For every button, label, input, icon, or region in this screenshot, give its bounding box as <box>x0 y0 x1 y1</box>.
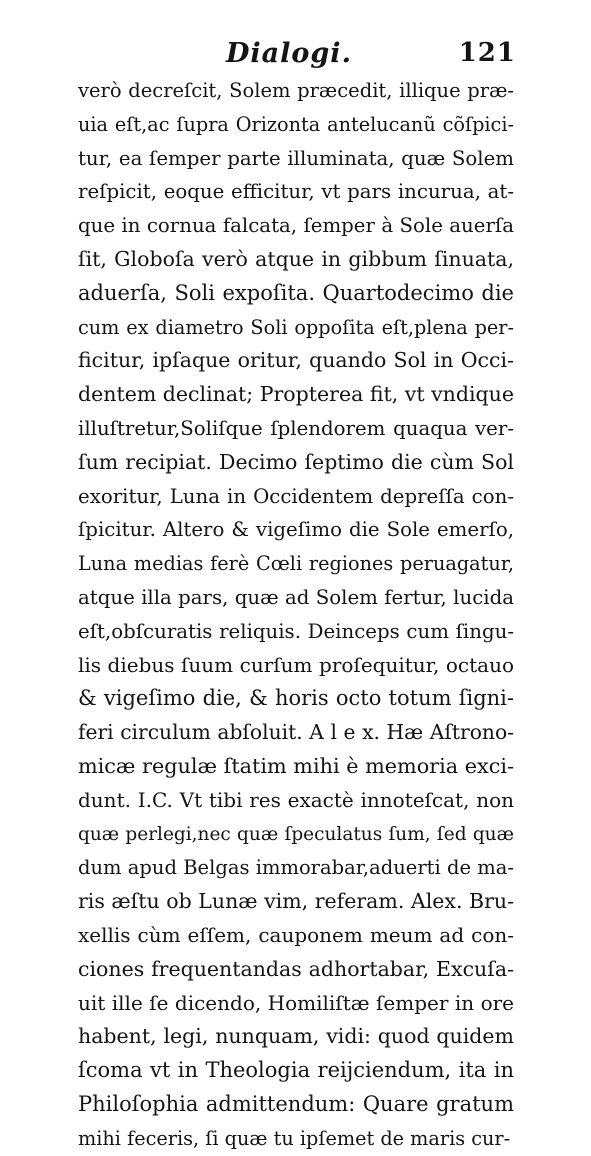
text-line: reſpicit, eoque efficitur, vt pars incurua, at- <box>78 180 514 204</box>
text-line: dunt. I.C. Vt tibi res exactè innoteſcat, non <box>78 787 514 812</box>
text-line: Philoſophia admittendum: Quare gratum <box>78 1091 514 1116</box>
text-line: ſcoma vt in Theologia reijciendum, ita in <box>78 1058 514 1083</box>
running-title: Dialogi. <box>226 38 352 69</box>
text-line: exoritur, Luna in Occidentem depreſſa con- <box>78 484 514 508</box>
text-line: tur, ea ſemper parte illuminata, quæ Solem <box>78 146 514 170</box>
text-line: cum ex diametro Soli oppoſita eſt,plena per- <box>78 315 514 339</box>
text-line: que in cornua falcata, ſemper à Sole auerſa <box>78 214 514 238</box>
text-line: lis diebus ſuum curſum proſequitur, octauo <box>78 652 514 677</box>
text-line: illuſtretur,Soliſque ſplendorem quaqua ver- <box>78 416 514 440</box>
text-line: xellis cùm eſſem, cauponem meum ad con- <box>78 922 514 947</box>
text-line: ris æſtu ob Lunæ vim, referam. Alex. Bru- <box>78 889 514 914</box>
body-text <box>78 74 514 1156</box>
text-line: ſum recipiat. Decimo ſeptimo die cùm Sol <box>78 449 514 474</box>
text-line: aduerſa, Soli expoſita. Quartodecimo die <box>78 280 514 305</box>
text-line: quæ perlegi,nec quæ ſpeculatus ſum, ſed quæ <box>78 823 514 845</box>
text-line: ficitur, ipſaque oritur, quando Sol in Occi- <box>78 348 514 373</box>
page-number: 121 <box>458 38 516 68</box>
text-line: eſt,obſcuratis reliquis. Deinceps cum ſingu- <box>78 619 514 643</box>
text-line: mihi feceris, ſi quæ tu ipſemet de maris cur- <box>78 1126 511 1150</box>
text-line: dentem declinat; Propterea fit, vt vndique <box>78 382 515 407</box>
text-line: & vigeſimo die, & horis octo totum ſigni- <box>78 686 514 711</box>
running-head <box>76 30 516 70</box>
text-line: uit ille ſe dicendo, Homiliſtæ ſemper in ore <box>78 990 514 1015</box>
text-line: micæ regulæ ſtatim mihi è memoria exci- <box>78 753 514 778</box>
text-line: Luna medias ferè Cœli regiones peruagatur, <box>78 552 514 576</box>
text-line: ſit, Globoſa verò atque in gibbum ſinuata, <box>78 246 514 271</box>
text-line: atque illa pars, quæ ad Solem fertur, lucida <box>78 585 514 609</box>
text-line: ſpicitur. Altero & vigeſimo die Sole emerſo, <box>78 518 514 542</box>
text-line: feri circulum abſoluit. A l e x. Hæ Aſtrono- <box>78 720 514 745</box>
text-line: habent, legi, nunquam, vidi: quod quidem <box>78 1024 514 1049</box>
text-line: ciones frequentandas adhortabar, Excuſa- <box>78 956 514 981</box>
text-line: verò decreſcit, Solem præcedit, illique præ- <box>78 79 514 102</box>
text-line: dum apud Belgas immorabar,aduerti de ma- <box>78 856 514 880</box>
text-line: uia eſt,ac ſupra Orizonta antelucanũ cõſpici- <box>78 112 514 136</box>
